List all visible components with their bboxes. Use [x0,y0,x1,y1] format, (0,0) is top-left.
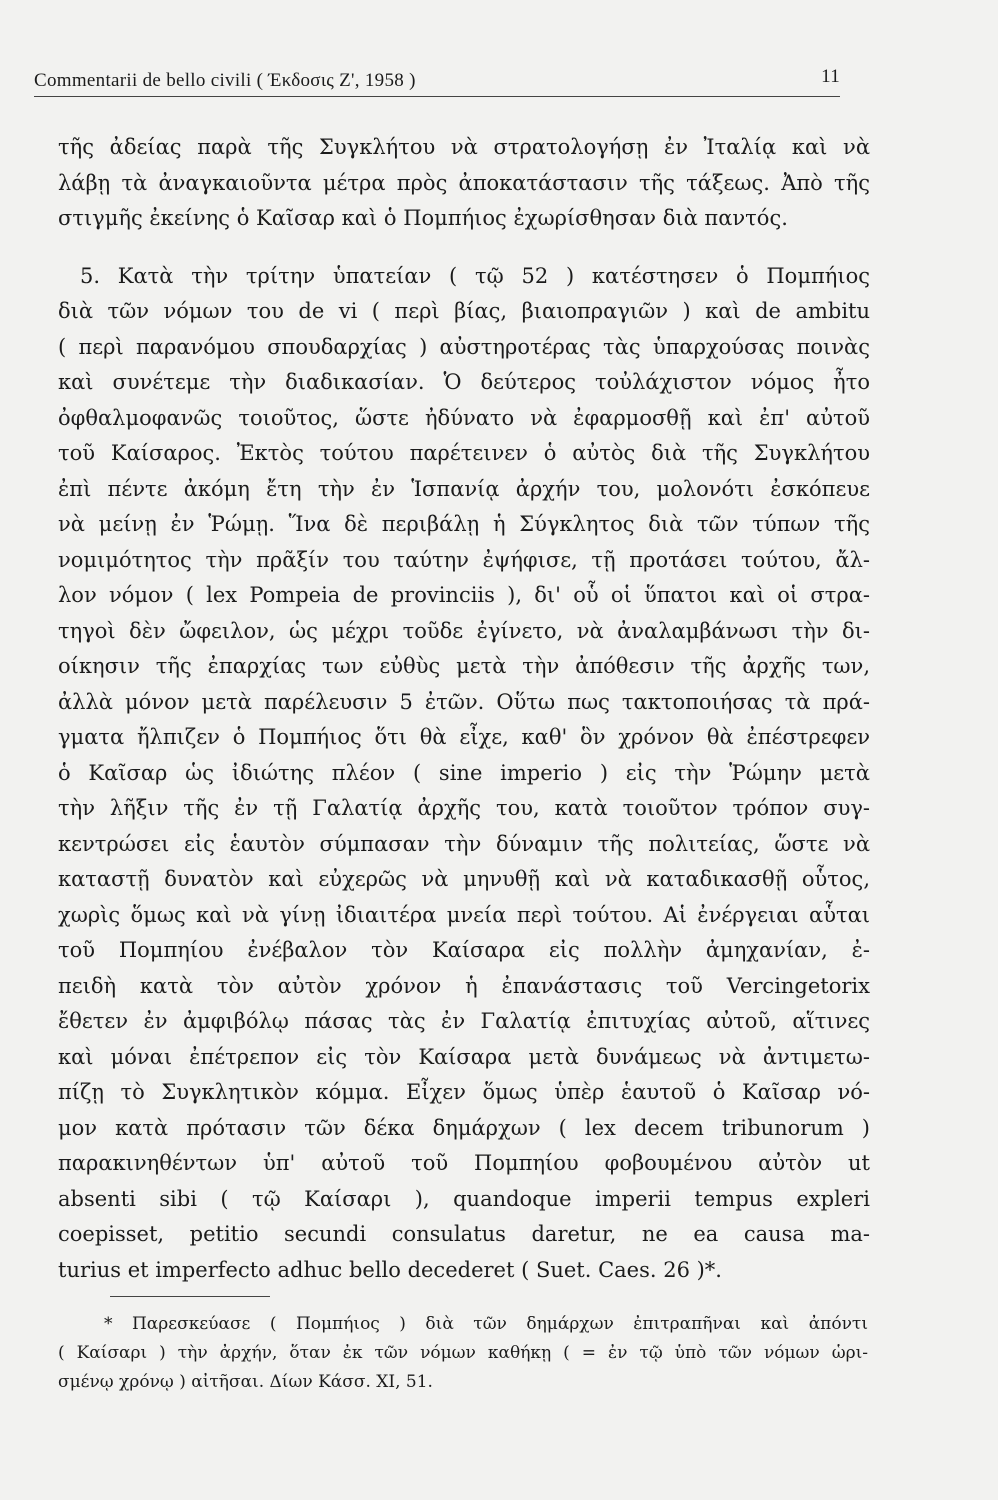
header-rule [34,96,840,97]
text-line: νὰ μείνῃ ἐν Ῥώμῃ. Ἵνα δὲ περιβάλῃ ἡ Σύγκλητος διὰ τῶν τύπων τῆς [58,512,870,536]
page-number: 11 [821,66,840,87]
text-line: 5. Κατὰ τὴν τρίτην ὑπατείαν ( τῷ 52 ) κατέστησεν ὁ Πομπήιος [80,263,870,288]
text-line: καὶ συνέτεμε τὴν διαδικασίαν. Ὁ δεύτερος τοὐλάχιστον νόμος ἦτο [58,370,870,394]
text-line: τοῦ Καίσαρος. Ἐκτὸς τούτου παρέτεινεν ὁ αὐτὸς διὰ τῆς Συγκλήτου [58,441,870,465]
footnote-line: σμένῳ χρόνῳ ) αἰτῆσαι. Δίων Κάσσ. XI, 51. [58,1372,433,1392]
text-line: turius et imperfecto adhuc bello decederet ( Suet. Caes. 26 )*. [58,1257,722,1282]
text-line: πίζῃ τὸ Συγκλητικὸν κόμμα. Εἶχεν ὅμως ὑπὲρ ἑαυτοῦ ὁ Καῖσαρ νό- [58,1080,870,1104]
text-line: ἔθετεν ἐν ἀμφιβόλῳ πάσας τὰς ἐν Γαλατίᾳ ἐπιτυχίας αὐτοῦ, αἵτινες [58,1009,870,1033]
text-line: ἐπὶ πέντε ἀκόμη ἔτη τὴν ἐν Ἱσπανίᾳ ἀρχήν του, μολονότι ἐσκόπευε [58,476,870,501]
running-title: Commentarii de bello civili ( Έκδοσις Ζ', 1958 ) [34,70,416,91]
text-line: τῆς ἀδείας παρὰ τῆς Συγκλήτου νὰ στρατολογήσῃ ἐν Ἰταλίᾳ καὶ νὰ [58,135,870,159]
text-line: πειδὴ κατὰ τὸν αὐτὸν χρόνον ἡ ἐπανάστασις τοῦ Vercingetorix [58,973,870,998]
text-line: ἀλλὰ μόνον μετὰ παρέλευσιν 5 ἐτῶν. Οὕτω πως τακτοποιήσας τὰ πρά- [58,689,870,714]
footnote-rule [110,1296,270,1297]
text-line: νομιμότητος τὴν πρᾶξίν του ταύτην ἐψήφισε, τῇ προτάσει τούτου, ἄλ- [58,547,870,572]
footnote-line: ( Καίσαρι ) τὴν ἀρχήν, ὅταν ἐκ τῶν νόμων καθήκῃ ( = ἐν τῷ ὑπὸ τῶν νόμων ὡρι- [58,1343,868,1363]
text-line: κεντρώσει εἰς ἑαυτὸν σύμπασαν τὴν δύναμιν τῆς πολιτείας, ὥστε νὰ [58,831,870,856]
text-line: λάβῃ τὰ ἀναγκαιοῦντα μέτρα πρὸς ἀποκατάστασιν τῆς τάξεως. Ἀπὸ τῆς [58,170,870,195]
text-line: διὰ τῶν νόμων του de vi ( περὶ βίας, βιαιοπραγιῶν ) καὶ de ambitu [58,299,870,323]
text-line: γματα ἤλπιζεν ὁ Πομπήιος ὅτι θὰ εἶχε, καθ' ὃν χρόνον θὰ ἐπέστρεφεν [58,725,870,749]
text-line: ὁ Καῖσαρ ὡς ἰδιώτης πλέον ( sine imperio ) εἰς τὴν Ῥώμην μετὰ [58,760,870,785]
text-line: λον νόμον ( lex Pompeia de provinciis ), δι' οὗ οἱ ὕπατοι καὶ οἱ στρα- [58,583,870,607]
text-line: ( περὶ παρανόμου σπουδαρχίας ) αὐστηροτέρας τὰς ὑπαρχούσας ποινὰς [58,334,870,359]
text-line: μον κατὰ πρότασιν τῶν δέκα δημάρχων ( lex decem tribunorum ) [58,1115,870,1140]
text-line: coepisset, petitio secundi consulatus daretur, ne ea causa ma- [58,1222,870,1246]
footnote [58,1310,868,1397]
footnote-line: * Παρεσκεύασε ( Πομπήιος ) διὰ τῶν δημάρχων ἐπιτραπῆναι καὶ ἀπόντι [104,1314,868,1334]
text-line: τὴν λῆξιν τῆς ἐν τῇ Γαλατίᾳ ἀρχῆς του, κατὰ τοιοῦτον τρόπον συγ- [58,796,870,820]
text-line: οίκησιν τῆς ἐπαρχίας των εὐθὺς μετὰ τὴν ἀπόθεσιν τῆς ἀρχῆς των, [58,654,870,678]
text-line: absenti sibi ( τῷ Καίσαρι ), quandoque imperii tempus expleri [58,1186,870,1211]
text-line: χωρὶς ὅμως καὶ νὰ γίνῃ ἰδιαιτέρα μνεία περὶ τούτου. Αἱ ἐνέργειαι αὗται [58,902,870,927]
text-line: ὀφθαλμοφανῶς τοιοῦτος, ὥστε ἠδύνατο νὰ ἐφαρμοσθῇ καὶ ἐπ' αὐτοῦ [58,405,870,430]
running-head [34,66,840,96]
text-line: τηγοὶ δὲν ὤφειλον, ὡς μέχρι τοῦδε ἐγίνετο, νὰ ἀναλαμβάνωσι τὴν δι- [58,618,870,643]
body-text [58,130,870,1288]
text-line: τοῦ Πομπηίου ἐνέβαλον τὸν Καίσαρα εἰς πολλὴν ἀμηχανίαν, ἐ- [58,938,870,962]
text-line: στιγμῆς ἐκείνης ὁ Καῖσαρ καὶ ὁ Πομπήιος ἐχωρίσθησαν διὰ παντός. [58,206,788,230]
text-line: καταστῇ δυνατὸν καὶ εὐχερῶς νὰ μηνυθῇ καὶ νὰ καταδικασθῇ οὗτος, [58,867,870,891]
text-line: παρακινηθέντων ὑπ' αὐτοῦ τοῦ Πομπηίου φοβουμένου αὐτὸν ut [58,1151,870,1175]
text-line: καὶ μόναι ἐπέτρεπον εἰς τὸν Καίσαρα μετὰ δυνάμεως νὰ ἀντιμετω- [58,1044,870,1069]
